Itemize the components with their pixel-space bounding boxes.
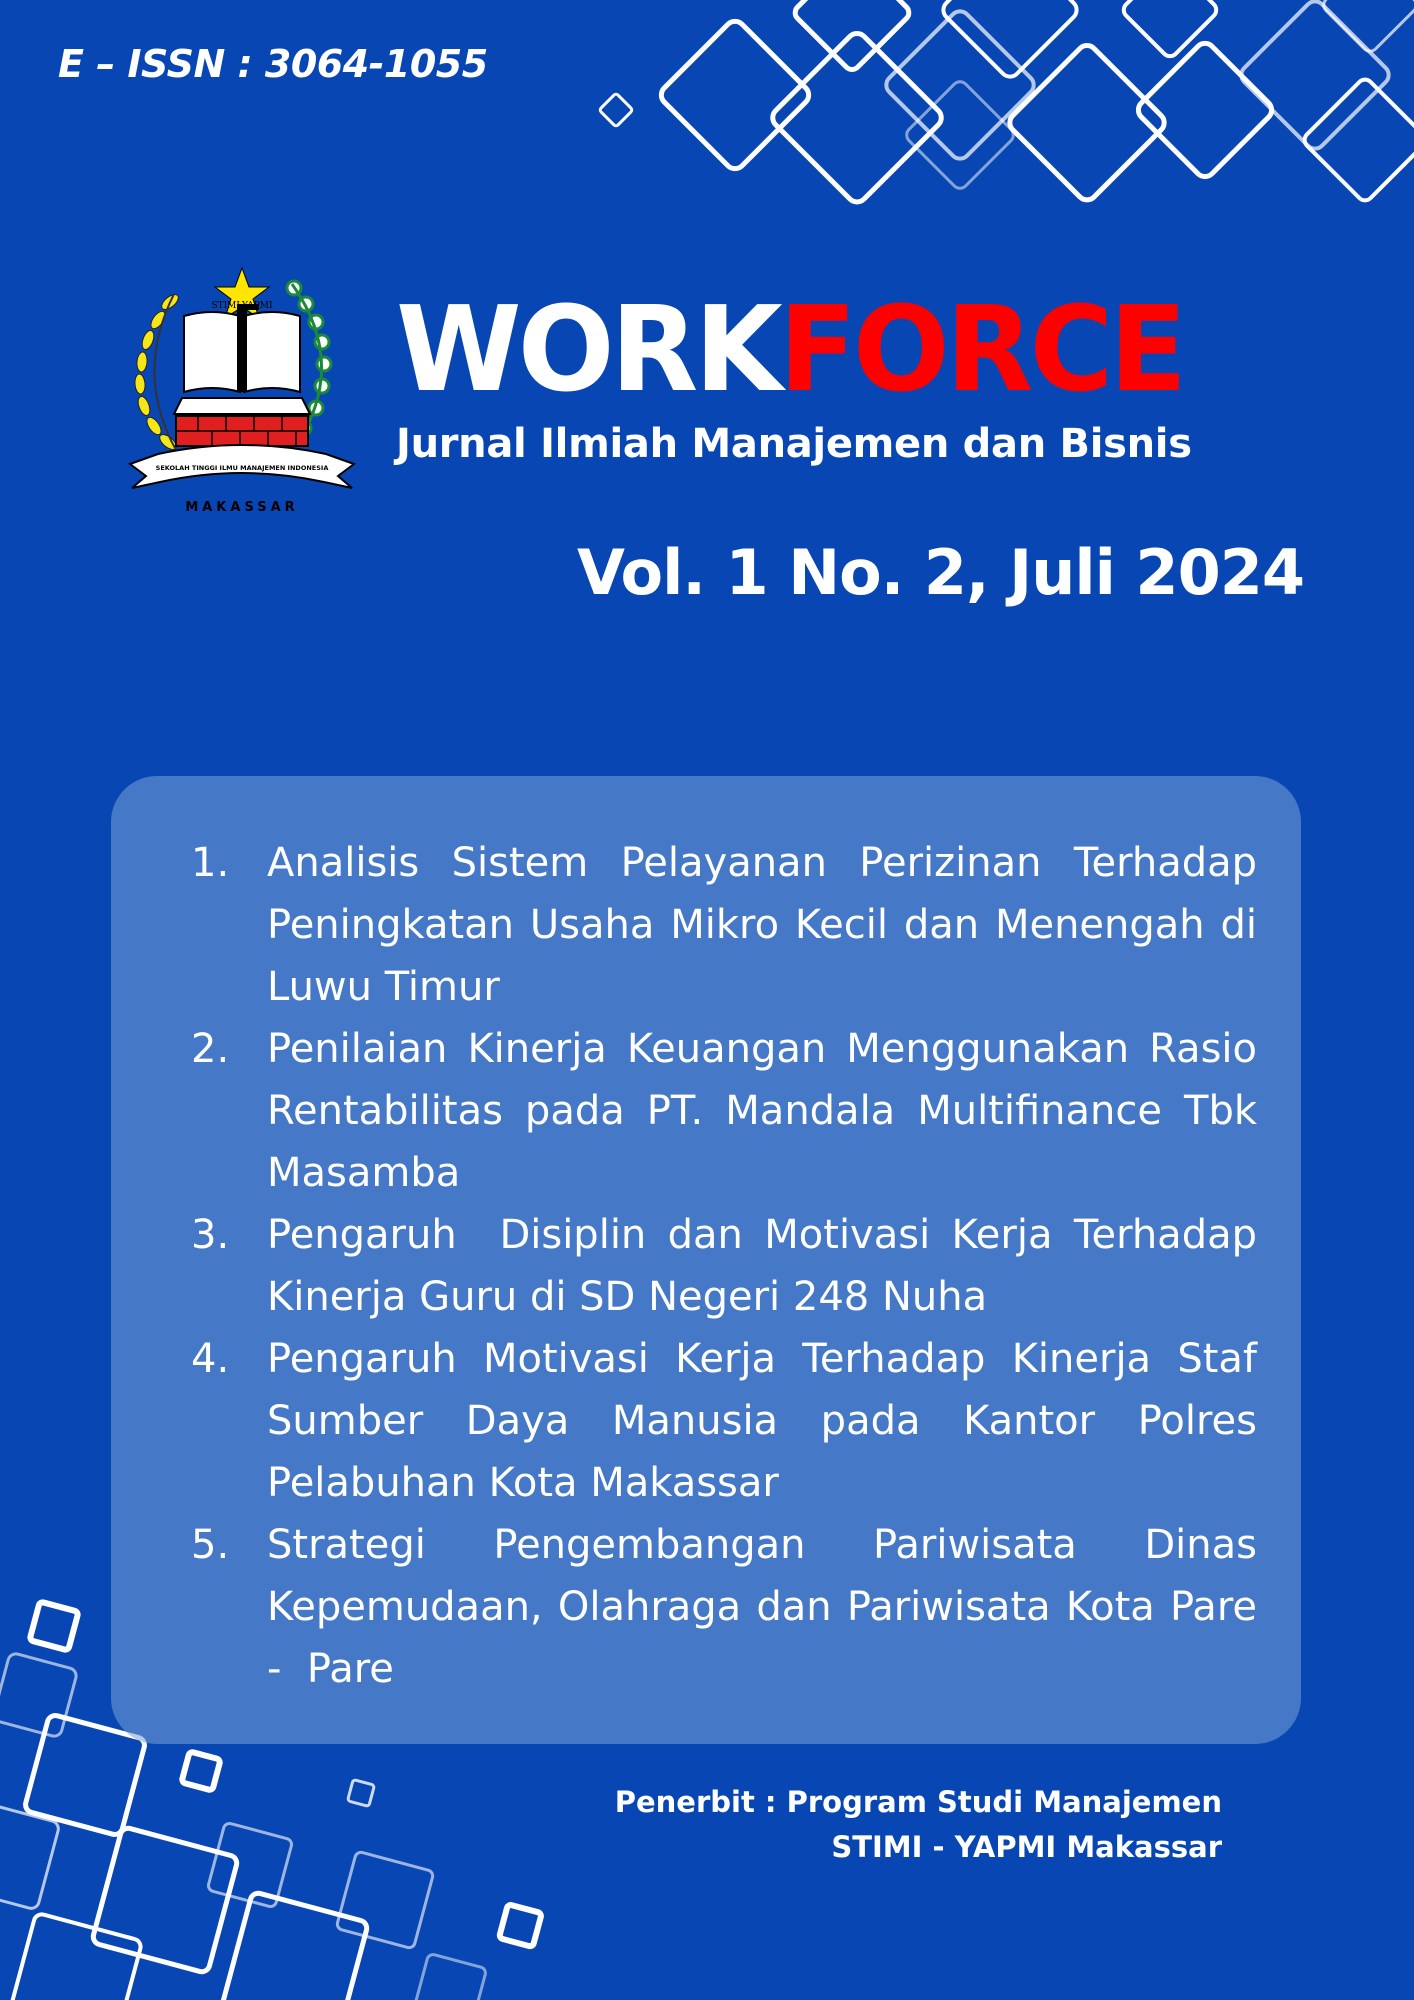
article-title: Pengaruh Motivasi Kerja Terhadap Kinerja Staf Sumber Daya Manusia pada Kantor Polres Pelabuhan Kota Makassar — [267, 1336, 1257, 1506]
article-item — [191, 1328, 1257, 1514]
logo-city-text: MAKASSAR — [185, 500, 299, 514]
journal-subtitle: Jurnal Ilmiah Manajemen dan Bisnis — [396, 421, 1192, 467]
article-number: 1. — [191, 840, 230, 886]
publisher-line-2: STIMI - YAPMI Makassar — [831, 1830, 1222, 1864]
table-of-contents-panel — [111, 776, 1301, 1744]
stimi-yapmi-logo — [124, 264, 360, 514]
article-item — [191, 1204, 1270, 1328]
publisher-info — [615, 1780, 1222, 1870]
journal-title-work: WORK — [396, 280, 779, 418]
article-number: 2. — [191, 1026, 230, 1072]
logo-top-text: STIMI-YAPMI — [211, 301, 273, 311]
article-title: Penilaian Kinerja Keuangan Menggunakan Rasio Rentabilitas pada PT. Mandala Multifinance Tbk Masamba — [267, 1026, 1257, 1196]
article-title: Strategi Pengembangan Pariwisata Dinas Kepemudaan, Olahraga dan Pariwisata Kota Pare - Pare — [267, 1522, 1270, 1692]
article-title: Analisis Sistem Pelayanan Perizinan Terhadap Peningkatan Usaha Mikro Kecil dan Menengah di Luwu Timur — [267, 840, 1257, 1010]
journal-title — [396, 280, 1184, 418]
logo-banner-text: SEKOLAH TINGGI ILMU MANAJEMEN INDONESIA — [155, 464, 329, 472]
article-item — [191, 1514, 1270, 1700]
issn-number: E – ISSN : 3064-1055 — [58, 42, 488, 86]
journal-brand — [396, 280, 1326, 418]
article-number: 3. — [191, 1212, 230, 1258]
article-item — [191, 1018, 1257, 1204]
publisher-line-1: Penerbit : Program Studi Manajemen — [614, 1785, 1222, 1819]
article-number: 4. — [191, 1336, 230, 1382]
article-item — [191, 832, 1257, 1018]
journal-title-force: FORCE — [778, 280, 1184, 418]
article-title: Pengaruh Disiplin dan Motivasi Kerja Terhadap Kinerja Guru di SD Negeri 248 Nuha — [267, 1212, 1270, 1320]
volume-issue: Vol. 1 No. 2, Juli 2024 — [576, 536, 1304, 609]
article-list — [191, 832, 1270, 1700]
article-number: 5. — [191, 1522, 230, 1568]
